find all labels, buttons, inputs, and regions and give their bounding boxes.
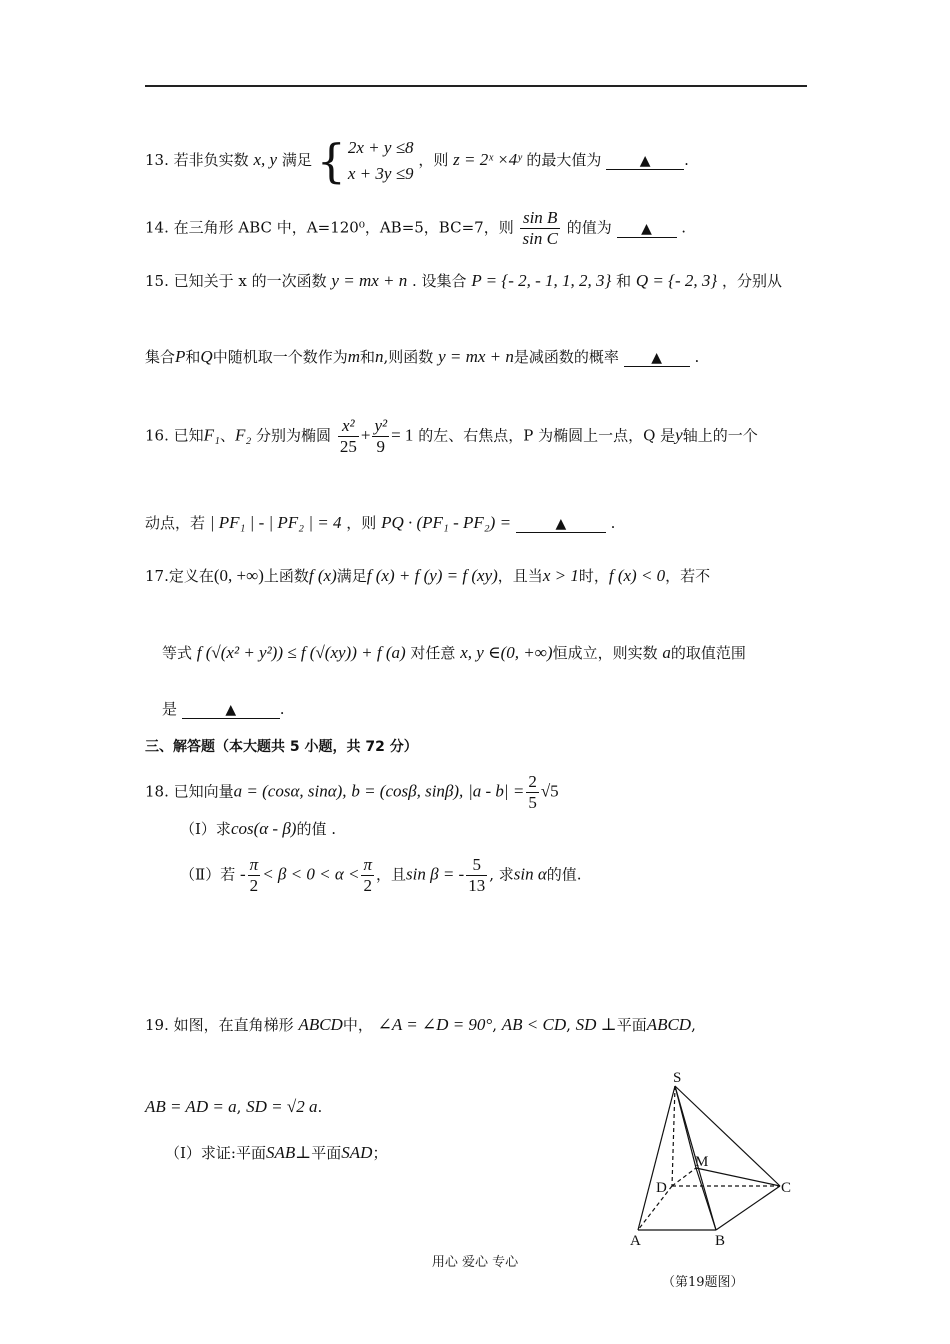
q16-number: 16.	[145, 426, 169, 445]
q15-text4: ，分别从	[721, 272, 782, 290]
q16-condition: | PF₁ | - | PF₂ | = 4	[209, 513, 342, 532]
question-18-part1	[180, 818, 336, 839]
question-17-line3	[162, 698, 285, 719]
q18-sina: sin α	[513, 864, 547, 884]
q17-text4: ，且当	[497, 567, 543, 585]
q16-fy-den: 9	[376, 437, 386, 456]
q19-perp: SD ⊥	[575, 1015, 617, 1034]
q18-abs: |a - b| =	[468, 781, 525, 801]
q17-text3: 满足	[336, 567, 367, 585]
q15-number: 15.	[145, 272, 169, 290]
q19-plane: 平面	[616, 1016, 647, 1034]
q18-part2-text2: , 求	[489, 865, 514, 884]
header-rule	[145, 85, 807, 87]
q19-text2: 中，	[342, 1016, 373, 1034]
label-a: A	[630, 1233, 641, 1248]
q19-perp2: ⊥	[295, 1143, 312, 1162]
page-footer: 用心 爱心 专心	[431, 1255, 519, 1270]
q17-inequality: f (√(x² + y²)) ≤ f (√(xy)) + f (a)	[196, 643, 406, 662]
question-16-line2	[145, 512, 615, 533]
q15-line2-text: 集合	[145, 348, 176, 366]
q16-line2-text: 动点，若	[145, 514, 206, 532]
triangle-icon: ▲	[555, 516, 567, 532]
q14-fraction	[520, 208, 559, 249]
q17-number: 17.	[145, 567, 169, 585]
edge-sd-hidden	[672, 1086, 675, 1186]
q13-text2: 满足	[281, 151, 312, 169]
q18-part2-text: ，且	[376, 865, 407, 884]
q14-number: 14.	[145, 218, 169, 237]
answer-blank-16	[516, 514, 606, 533]
q18-range: < β < 0 < α <	[262, 864, 360, 884]
q16-text4: 轴上的一个	[682, 426, 758, 445]
q14-frac-num: sin B	[520, 208, 559, 229]
question-19: 19. 如图，在直角梯形 ABCD中， ∠A = ∠D = 90°, AB < CD, SD ⊥平面ABCD,	[145, 1015, 696, 1034]
answer-blank-15	[624, 348, 690, 367]
q18-vector-a: a = (cosα, sinα),	[233, 781, 347, 801]
q17-f: f (x)	[308, 566, 337, 585]
q18-minus: -	[239, 864, 246, 884]
q19-abcd2: ABCD	[646, 1015, 692, 1034]
q17-neg: f (x) < 0	[608, 566, 666, 585]
q13-text4: 的最大值为	[526, 151, 602, 169]
q17-cond: x > 1	[542, 566, 579, 585]
q17-text5: 时，	[578, 567, 609, 585]
triangle-icon: ▲	[651, 350, 663, 366]
q13-system	[348, 135, 414, 187]
q16-expression: PQ · (PF₁ - PF₂) =	[381, 513, 512, 532]
question-17-line2	[162, 642, 746, 663]
q17-equation: f (x) + f (y) = f (xy)	[366, 566, 498, 585]
edge-mb	[696, 1168, 716, 1230]
q17-text2: 上函数	[263, 567, 309, 585]
q16-text3: 的左、右焦点，P 为椭圆上一点，Q 是	[418, 426, 676, 445]
q17-line2-text4: 的取值范围	[670, 644, 746, 662]
q13-number: 13.	[145, 151, 169, 169]
q19-dot: .	[317, 1098, 323, 1116]
q18-part1-expr: cos(α - β)	[230, 819, 297, 838]
q19-sd: SD = √2 a	[246, 1097, 318, 1116]
q19-part1-end: ；	[372, 1144, 388, 1162]
q18-pi: π	[249, 855, 259, 874]
q17-line3-text: 是	[162, 700, 178, 718]
q18-part2-label: （Ⅱ）若	[180, 865, 236, 884]
q19-part1-label: （Ⅰ）求证:平面	[165, 1144, 266, 1162]
q14-end: .	[681, 218, 687, 237]
q18-vector-b: b = (cosβ, sinβ),	[351, 781, 464, 801]
question-15-line2	[145, 346, 699, 367]
q18-fraction	[526, 772, 539, 813]
q13-text3: ，则	[418, 151, 449, 169]
q13-ineq2: x + 3y ≤9	[347, 164, 414, 183]
q14-text: 在三角形 ABC 中，A=120⁰，AB=5，BC=7，则	[173, 218, 514, 237]
label-m: M	[695, 1154, 709, 1170]
q19-equal-sides: AB = AD = a	[145, 1097, 237, 1116]
label-c: C	[781, 1180, 792, 1196]
q17-line2-text3: 恒成立，则实数	[552, 644, 658, 662]
q18-pi2: π	[363, 855, 372, 874]
q15-and: 和	[185, 348, 201, 366]
q13-ineq1: 2x + y ≤8	[347, 138, 414, 157]
q19-sad: SAD	[341, 1143, 373, 1162]
q15-n: n	[375, 347, 384, 366]
q16-eq: = 1	[391, 425, 414, 445]
section-heading: 三、解答题（本大题共 5 小题，共 72 分）	[145, 739, 418, 755]
q15-line2-text2: 中随机取一个数作为	[212, 348, 348, 366]
question-18-part2	[180, 855, 582, 896]
q15-function: y = mx + n	[331, 271, 408, 290]
edge-sc	[675, 1086, 780, 1186]
question-15	[145, 270, 782, 291]
triangle-icon: ▲	[639, 153, 651, 169]
q13-vars: x, y	[253, 150, 278, 169]
system-brace: {	[316, 134, 346, 188]
q18-frac-5-13	[466, 855, 487, 896]
q15-text: 已知关于 x 的一次函数	[173, 272, 327, 290]
q16-y: y	[675, 425, 683, 445]
q16-fx-num: x²	[338, 416, 359, 437]
q16-f2: F₂	[234, 425, 252, 445]
q18-frac-pi1	[248, 855, 261, 896]
q16-frac-y	[372, 416, 389, 457]
question-13	[145, 135, 689, 187]
q19-plane2: 平面	[311, 1144, 342, 1162]
q18-frac-num: 2	[528, 772, 537, 791]
question-16	[145, 416, 758, 457]
q18-number: 18.	[145, 782, 169, 801]
q15-q: Q	[200, 347, 213, 366]
q19-number: 19.	[145, 1016, 169, 1034]
q18-part2-text3: 的值.	[546, 865, 582, 884]
question-17	[145, 565, 710, 586]
q16-text: 已知	[173, 426, 204, 445]
pyramid-figure	[625, 1068, 805, 1248]
q19-sab: SAB	[265, 1143, 296, 1162]
label-s: S	[673, 1070, 682, 1086]
q15-m: m	[347, 347, 360, 366]
q16-f1: F₁	[203, 425, 220, 445]
q15-p: P	[175, 347, 186, 366]
label-b: B	[715, 1233, 726, 1248]
answer-blank-17	[182, 700, 280, 719]
q16-plus: +	[360, 425, 371, 445]
q15-function2: y = mx + n	[438, 347, 514, 366]
q15-text2: . 设集合	[412, 272, 467, 290]
q13-end: .	[684, 151, 689, 169]
q13-expr: z = 2ˣ ×4ʸ	[453, 150, 522, 169]
q18-part1-label: （Ⅰ）求	[180, 820, 231, 838]
question-19-part1	[165, 1142, 387, 1163]
edge-mc	[696, 1168, 780, 1186]
edge-dm-hidden	[672, 1168, 696, 1186]
q18-frac-pi2	[361, 855, 374, 896]
q17-domain: (0, +∞)	[213, 566, 264, 585]
q18-sqrt5: √5	[540, 781, 559, 801]
q17-text: 定义在	[168, 567, 214, 585]
q17-end: .	[279, 700, 285, 718]
q14-frac-den: sin C	[522, 229, 558, 248]
question-19-line2: AB = AD = a, SD = √2 a.	[145, 1097, 323, 1116]
q18-thirteen: 13	[468, 876, 486, 895]
q17-line2-text2: 对任意	[410, 644, 456, 662]
figure-caption: （第19题图）	[662, 1275, 744, 1290]
q15-and2: 和	[360, 348, 376, 366]
q18-five: 5	[466, 855, 487, 876]
q17-a: a	[662, 643, 671, 662]
q16-end: .	[610, 514, 616, 532]
q18-two: 2	[249, 876, 259, 895]
answer-blank-14	[617, 219, 677, 238]
q18-two2: 2	[363, 876, 372, 895]
q13-text: 若非负实数	[173, 151, 249, 169]
q19-abcd: ABCD	[298, 1015, 343, 1034]
q18-sinb: sin β = -	[406, 864, 465, 884]
q16-fy-num: y²	[374, 416, 388, 435]
q14-text2: 的值为	[566, 218, 612, 237]
label-d: D	[656, 1180, 667, 1196]
q15-line2-text3: ,则函数	[383, 348, 434, 366]
q18-text: 已知向量	[173, 782, 234, 801]
q16-sep: 、	[219, 426, 235, 445]
q17-line2-text: 等式	[162, 644, 193, 662]
q15-line2-text4: 是减函数的概率	[513, 348, 619, 366]
q16-frac-x	[338, 416, 359, 457]
triangle-icon: ▲	[641, 220, 652, 237]
triangle-icon: ▲	[225, 702, 237, 718]
q16-text2: 分别为椭圆	[256, 426, 332, 445]
q17-any: x, y ∈(0, +∞)	[460, 643, 553, 662]
question-18	[145, 772, 559, 813]
q18-part1-text: 的值 .	[296, 820, 337, 838]
q16-line2-text2: ，则	[346, 514, 377, 532]
edge-bc	[716, 1186, 780, 1230]
q15-set-p: P = {- 2, - 1, 1, 2, 3}	[471, 271, 612, 290]
q19-angle: ∠A = ∠D = 90°	[377, 1015, 493, 1034]
q19-compare: AB < CD	[501, 1015, 567, 1034]
q18-frac-den: 5	[528, 793, 537, 812]
q15-end: .	[694, 348, 700, 366]
edge-sm	[675, 1086, 696, 1168]
q17-text6: ，若不	[665, 567, 711, 585]
q16-fx-den: 25	[339, 437, 357, 456]
answer-blank-13	[606, 151, 684, 170]
question-14	[145, 208, 686, 249]
q19-text: 如图，在直角梯形	[173, 1016, 294, 1034]
q15-text3: 和	[616, 272, 632, 290]
edge-sa	[638, 1086, 675, 1230]
q15-set-q: Q = {- 2, 3}	[635, 271, 718, 290]
